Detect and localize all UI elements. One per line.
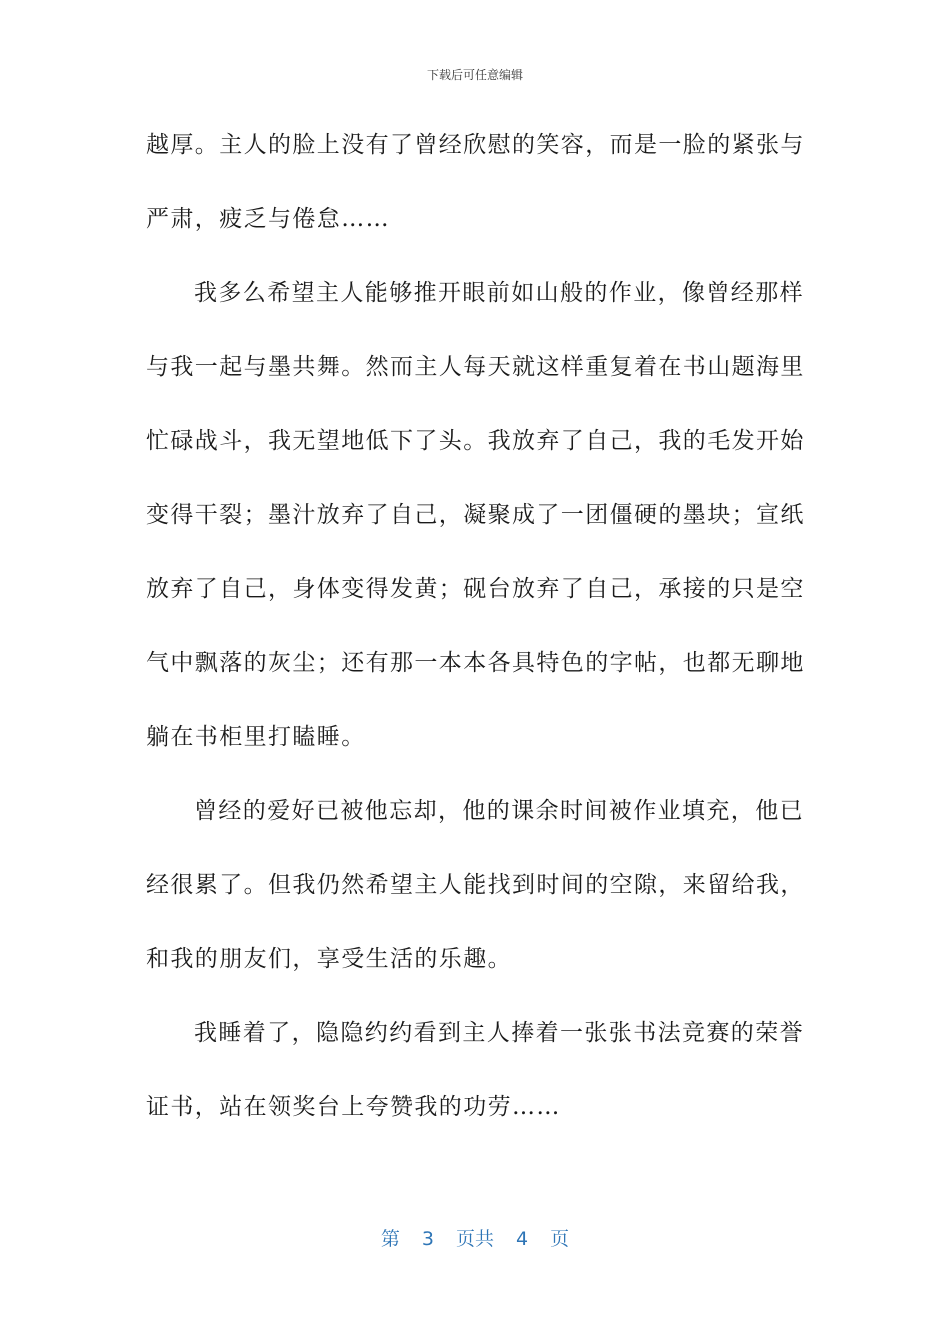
text-line: 我多么希望主人能够推开眼前如山般的作业，像曾经那样 bbox=[194, 280, 804, 306]
footer-page-number: 3 bbox=[421, 1228, 434, 1250]
text-line: 越厚。主人的脸上没有了曾经欣慰的笑容，而是一脸的紧张与 bbox=[146, 132, 805, 158]
text-line: 我睡着了，隐隐约约看到主人捧着一张张书法竞赛的荣誉 bbox=[194, 1020, 804, 1046]
text-line: 曾经的爱好已被他忘却，他的课余时间被作业填充，他已 bbox=[194, 798, 804, 824]
page-footer bbox=[0, 1224, 950, 1251]
page-header-note: 下载后可任意编辑 bbox=[426, 68, 523, 82]
text-line: 经很累了。但我仍然希望主人能找到时间的空隙，来留给我， bbox=[146, 872, 805, 898]
text-line: 放弃了自己，身体变得发黄；砚台放弃了自己，承接的只是空 bbox=[146, 576, 805, 602]
text-line: 躺在书柜里打瞌睡。 bbox=[146, 724, 366, 750]
footer-prefix: 第 bbox=[380, 1228, 400, 1250]
footer-middle: 页共 bbox=[455, 1228, 494, 1250]
body-text bbox=[146, 118, 805, 1154]
text-line: 与我一起与墨共舞。然而主人每天就这样重复着在书山题海里 bbox=[146, 354, 805, 380]
footer-suffix: 页 bbox=[550, 1228, 570, 1250]
text-line: 气中飘落的灰尘；还有那一本本各具特色的字帖，也都无聊地 bbox=[146, 650, 805, 676]
text-line: 变得干裂；墨汁放弃了自己，凝聚成了一团僵硬的墨块；宣纸 bbox=[146, 502, 805, 528]
footer-total-pages: 4 bbox=[516, 1228, 529, 1250]
text-line: 严肃，疲乏与倦怠…… bbox=[146, 206, 390, 232]
text-line: 忙碌战斗，我无望地低下了头。我放弃了自己，我的毛发开始 bbox=[146, 428, 805, 454]
text-line: 和我的朋友们，享受生活的乐趣。 bbox=[146, 946, 512, 972]
text-line: 证书，站在领奖台上夸赞我的功劳…… bbox=[146, 1094, 561, 1120]
